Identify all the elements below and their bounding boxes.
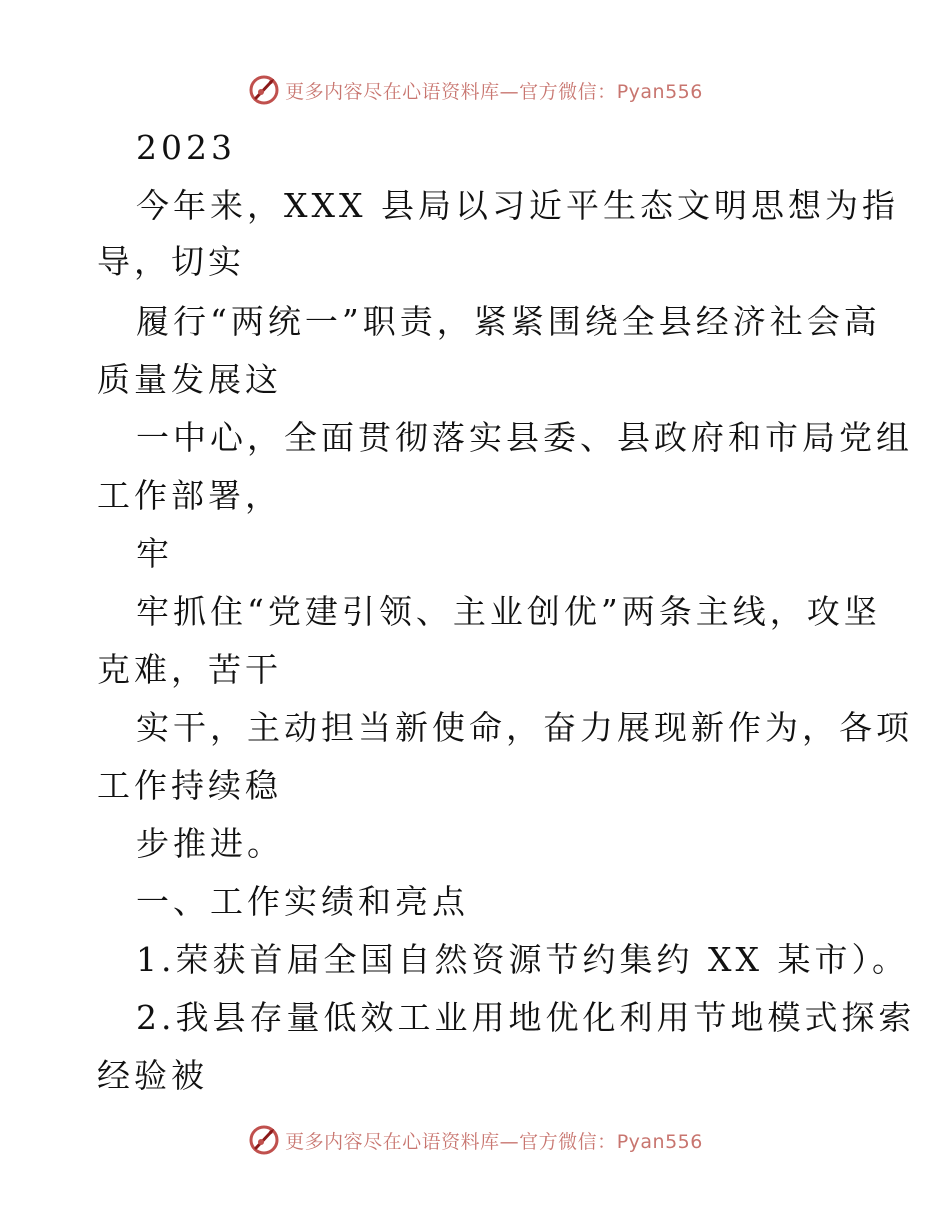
doc-line: 2.我县存量低效工业用地优化利用节地模式探索: [136, 998, 916, 1037]
watermark-separator: —: [499, 1130, 520, 1153]
section-heading: 一、工作实绩和亮点: [136, 882, 469, 921]
doc-line: 实干，主动担当新使命，奋力展现新作为，各项: [136, 708, 913, 747]
watermark-wechat-label: 官方微信：: [519, 80, 617, 103]
watermark-main-text: 更多内容尽在心语资料库: [285, 80, 500, 103]
doc-line: 工作部署，: [97, 476, 282, 515]
watermark-wechat-label: 官方微信：: [519, 1130, 617, 1153]
logo-icon: [247, 1123, 281, 1157]
logo-icon: [247, 73, 281, 107]
watermark-text: [285, 1127, 703, 1154]
doc-line: 步推进。: [136, 824, 284, 863]
header-watermark: [0, 70, 950, 110]
doc-line: 今年来，XXX 县局以习近平生态文明思想为指: [136, 186, 899, 225]
doc-line: 经验被: [97, 1056, 208, 1095]
doc-line: 克难，苦干: [97, 650, 282, 689]
doc-line: 履行“两统一”职责，紧紧围绕全县经济社会高: [136, 302, 881, 341]
watermark-separator: —: [499, 80, 520, 103]
doc-line: 2023: [136, 128, 236, 167]
doc-line: 牢抓住“党建引领、主业创优”两条主线，攻坚: [136, 592, 881, 631]
doc-line: 工作持续稳: [97, 766, 282, 805]
watermark-wechat-id: Pyan556: [616, 80, 703, 103]
doc-line: 1.荣获首届全国自然资源节约集约 XX 某市）。: [136, 940, 909, 979]
doc-line: 一中心，全面贯彻落实县委、县政府和市局党组: [136, 418, 913, 457]
watermark-main-text: 更多内容尽在心语资料库: [285, 1130, 500, 1153]
doc-line: 质量发展这: [97, 360, 282, 399]
footer-watermark: [0, 1120, 950, 1160]
watermark-wechat-id: Pyan556: [616, 1130, 703, 1153]
doc-line: 牢: [136, 534, 173, 573]
watermark-text: [285, 77, 703, 104]
doc-line: 导，切实: [97, 242, 245, 281]
